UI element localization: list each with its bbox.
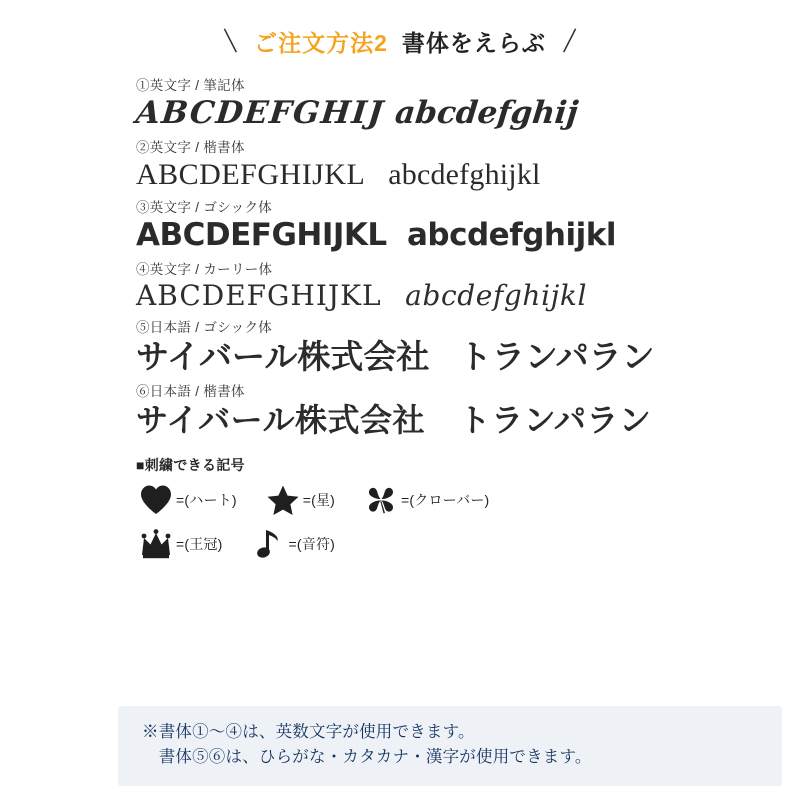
font-sample-label: ④英文字 / カーリー体 (136, 261, 273, 277)
font-sample-list (0, 62, 800, 439)
font-sample-word: トランパラン (458, 400, 652, 439)
symbol-item-star (263, 481, 335, 519)
font-sample-label: ⑤日本語 / ゴシック体 (136, 319, 273, 335)
font-sample-label: ③英文字 / ゴシック体 (136, 200, 273, 216)
font-sample-label: ②英文字 / 楷書体 (136, 139, 245, 155)
symbols-row-bottom (136, 525, 800, 563)
font-sample-text (136, 338, 800, 376)
font-sample-row-4 (0, 258, 800, 312)
crown-icon (136, 525, 176, 563)
symbol-label: =(星) (302, 491, 336, 508)
font-sample-text (136, 280, 800, 312)
page-title-rest: 書体をえらぶ (401, 29, 546, 56)
font-sample-company: サイバール株式会社 (136, 400, 425, 439)
font-sample-uppercase: ABCDEFGHIJKL (136, 157, 365, 191)
font-sample-row-5 (0, 316, 800, 376)
font-sample-label: ⑥日本語 / 楷書体 (136, 383, 245, 399)
usage-note-line-2: 書体⑤⑥は、ひらがな・カタカナ・漢字が使用できます。 (142, 748, 592, 767)
page-title-highlight: ご注文方法2 (254, 29, 388, 56)
font-sample-company: サイバール株式会社 (136, 336, 430, 376)
page-header (0, 0, 800, 62)
font-sample-lowercase: abcdefghijkl (405, 278, 588, 312)
font-sample-uppercase: ABCDEFGHIJKL (136, 217, 387, 254)
usage-note-line-1: ※書体①〜④は、英数文字が使用できます。 (142, 722, 475, 741)
font-sample-uppercase: ABCDEFGHIJKL (136, 278, 382, 312)
font-sample-text (136, 218, 800, 254)
symbol-item-heart (136, 481, 237, 519)
heart-icon (136, 481, 176, 519)
font-sample-lowercase: abcdefghijkl (388, 157, 541, 191)
symbol-label: =(音符) (288, 535, 335, 552)
symbol-label: =(王冠) (176, 535, 223, 552)
font-sample-text (134, 96, 580, 132)
font-sample-row-6 (0, 380, 800, 439)
decoration-left-slash: ＼ (217, 27, 243, 56)
font-sample-word: トランパラン (458, 336, 655, 376)
star-icon (263, 481, 303, 519)
font-sample-lowercase: abcdefghij (393, 95, 580, 131)
clover-icon (361, 481, 401, 519)
symbol-item-music-note (249, 525, 336, 563)
symbol-item-clover (361, 481, 489, 519)
font-sample-row-2 (0, 136, 800, 193)
embroidery-symbols-section (0, 455, 800, 563)
symbol-item-crown (136, 525, 223, 563)
decoration-right-slash: ／ (557, 27, 583, 56)
usage-note (118, 706, 782, 786)
font-sample-text (136, 402, 800, 439)
symbols-title: ■刺繍できる記号 (136, 456, 245, 473)
font-sample-uppercase: ABCDEFGHIJ (134, 95, 386, 131)
symbol-label: =(ハート) (176, 491, 237, 508)
symbol-label: =(クローバー) (401, 491, 490, 508)
music-note-icon (249, 525, 289, 563)
font-sample-lowercase: abcdefghijkl (407, 217, 616, 254)
font-sample-text (136, 158, 800, 193)
font-sample-label: ①英文字 / 筆記体 (136, 78, 245, 93)
font-sample-row-3 (0, 196, 800, 254)
font-sample-row-1 (0, 74, 800, 132)
symbols-row-top (136, 481, 800, 519)
